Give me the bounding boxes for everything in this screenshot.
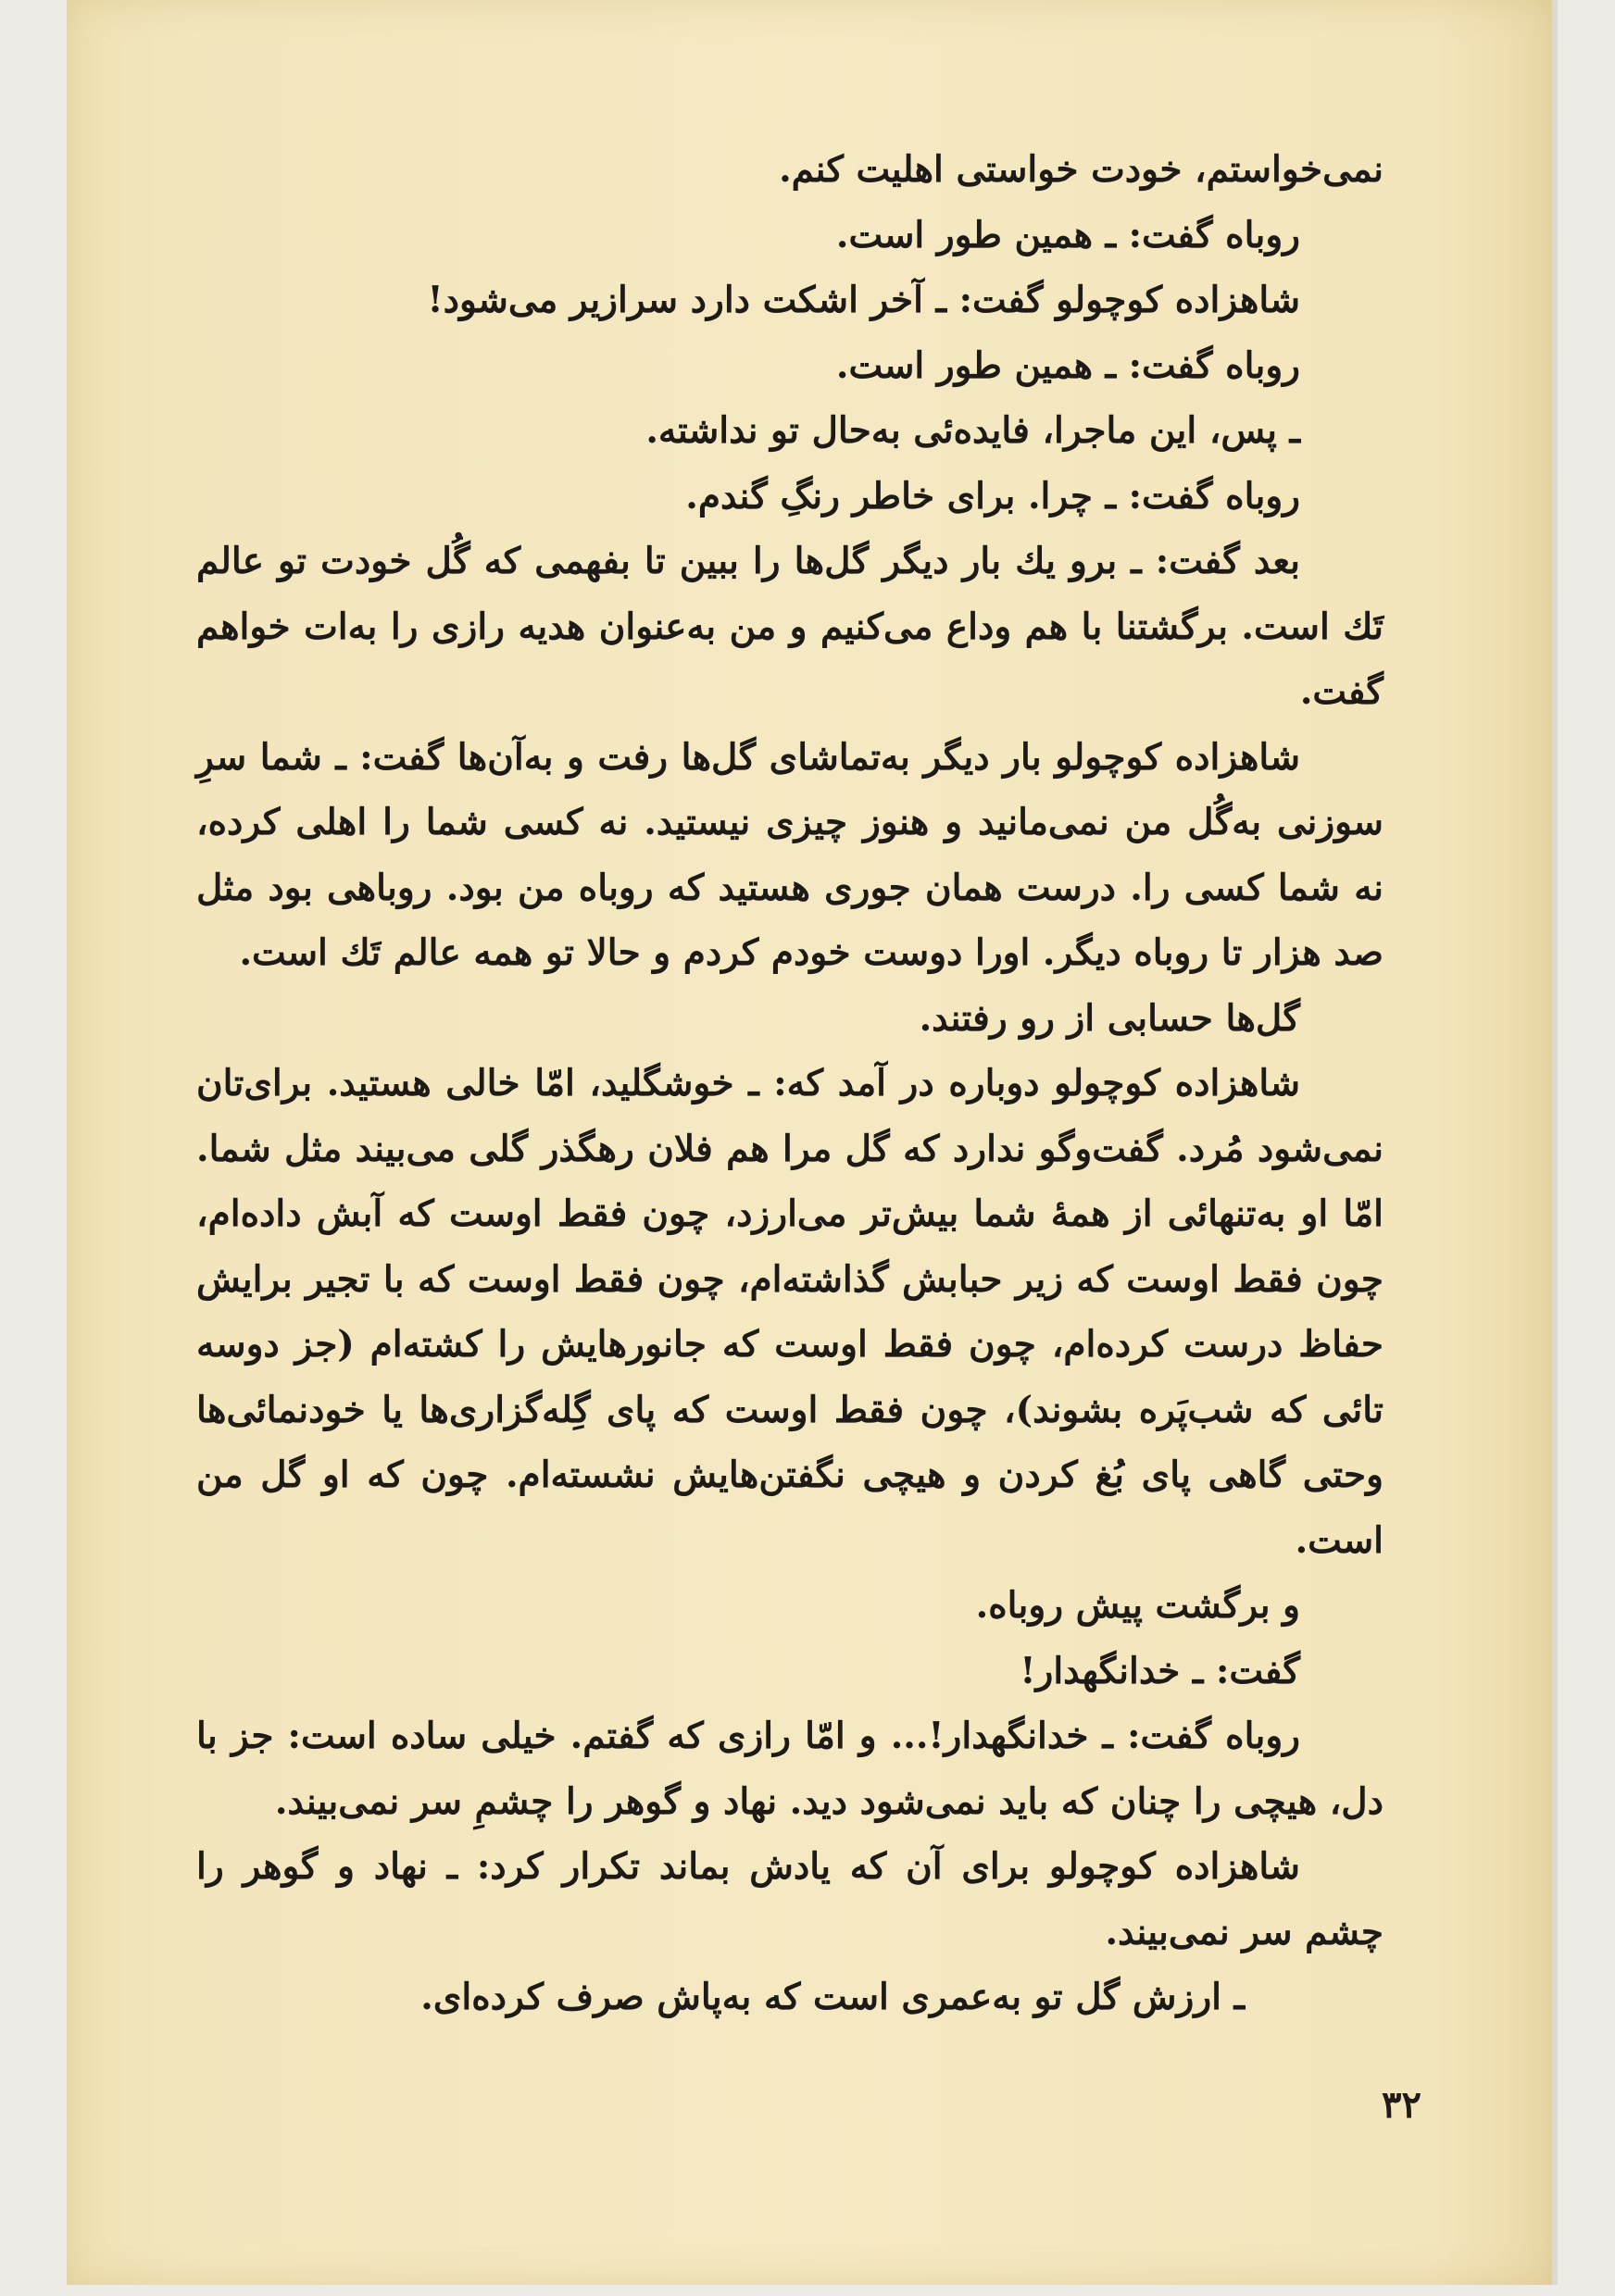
paragraph: شاهزاده کوچولو دوباره در آمد که: ـ خوشگلید، امّا خالی هستید. برای‌تان نمی‌شود مُرد. گفت‌وگو ندارد که گل مرا هم فلان رهگذر گلی می‌بیند مثل شما. امّا او به‌تنهائی از همهٔ شما بیش‌تر می‌ارزد، چون فقط اوست که آبش داده‌ام، چون فقط اوست که زیر حبابش گذاشته‌ام، چون فقط اوست که با تجیر برایش حفاظ درست کرده‌ام، چون فقط اوست که جانورهایش را کشته‌ام (جز دوسه تائی که شب‌پَره بشوند)، چون فقط اوست که پای گِله‌گزاری‌ها یا خودنمائی‌ها وحتی گاهی پای بُغ کردن و هیچی نگفتن‌هایش نشسته‌ام. چون که او گل من است. bbox=[196, 1062, 1383, 1562]
paragraph: روباه گفت: ـ همین طور است. bbox=[835, 343, 1300, 387]
paragraph: ـ ارزش گل تو به‌عمری است که به‌پاش صرف کرده‌ای. bbox=[420, 1976, 1245, 2018]
paragraph: گفت: ـ خدانگهدار! bbox=[1020, 1649, 1300, 1692]
paragraph: نمی‌خواستم، خودت خواستی اهلیت کنم. bbox=[779, 148, 1383, 191]
paragraph: شاهزاده کوچولو برای آن که یادش بماند تکرار کرد: ـ نهاد و گوهر را چشم سر نمی‌بیند. bbox=[196, 1845, 1383, 1953]
paragraph: و برگشت پیش روباه. bbox=[975, 1584, 1300, 1627]
paragraph: شاهزاده کوچولو بار دیگر به‌تماشای گل‌ها رفت و به‌آن‌ها گفت: ـ شما سرِ سوزنی به‌گُل من نمی‌مانید و هنوز چیزی نیستید. نه کسی شما را اهلی کرده، نه شما کسی را. درست همان جوری هستید که روباه من بود. روباهی بود مثل صد هزار تا روباه دیگر. اورا دوست خودم کردم و حالا تو همه عالم تَك است. bbox=[196, 735, 1383, 974]
paragraph: شاهزاده کوچولو گفت: ـ آخر اشکت دارد سرازیر می‌شود! bbox=[427, 279, 1300, 321]
paragraph: بعد گفت: ـ برو یك بار دیگر گل‌ها را ببین تا بفهمی که گُل خودت تو عالم تَك است. برگشتنا با هم وداع می‌کنیم و من به‌عنوان هدیه رازی را به‌ات خواهم گفت. bbox=[196, 540, 1383, 713]
paragraph: گل‌ها حسابی از رو رفتند. bbox=[919, 996, 1300, 1040]
book-page bbox=[67, 0, 1554, 2285]
paragraph: روباه گفت: ـ همین طور است. bbox=[835, 213, 1300, 256]
paragraph: ـ پس، این ماجرا، فایده‌ئی به‌حال تو نداشته. bbox=[645, 409, 1300, 452]
paragraph: روباه گفت: ـ چرا. برای خاطر رنگِ گندم. bbox=[685, 474, 1300, 518]
page-number: ۳۲ bbox=[1382, 2083, 1421, 2127]
page-edge bbox=[1552, 0, 1558, 2285]
body-text bbox=[196, 137, 1383, 2030]
paragraph: روباه گفت: ـ خدانگهدار!... و امّا رازی که گفتم. خیلی ساده است: جز با دل، هیچی را چنان که باید نمی‌شود دید. نهاد و گوهر را چشمِ سر نمی‌بیند. bbox=[196, 1715, 1383, 1823]
